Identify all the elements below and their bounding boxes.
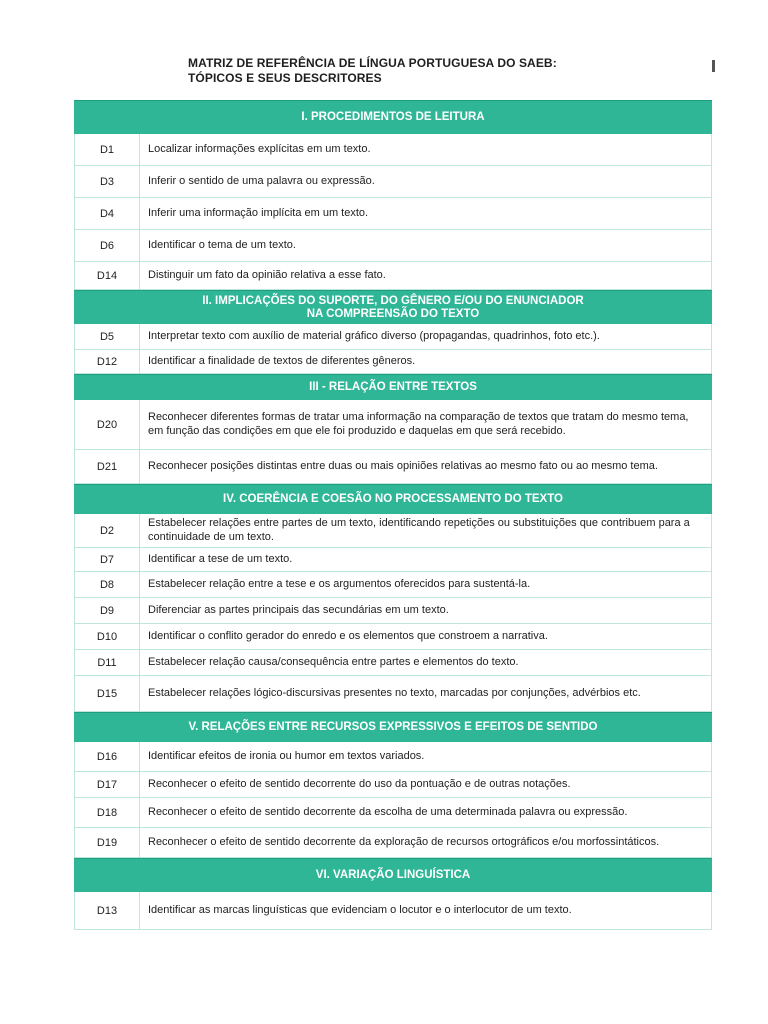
- descriptor-code: D13: [75, 892, 140, 929]
- descriptor-text: Estabelecer relação causa/consequência entre partes e elementos do texto.: [148, 655, 519, 668]
- descriptor-code: D21: [75, 450, 140, 483]
- table-row: [74, 350, 712, 374]
- descriptor-text: Identificar a finalidade de textos de diferentes gêneros.: [148, 354, 416, 367]
- descriptor-table: [74, 100, 712, 930]
- section-header: [74, 858, 712, 892]
- section-header: [74, 290, 712, 324]
- descriptor-code: D19: [75, 828, 140, 857]
- title-line-1: MATRIZ DE REFERÊNCIA DE LÍNGUA PORTUGUESA DO SAEB:: [188, 56, 557, 70]
- descriptor-text: Identificar as marcas linguísticas que evidenciam o locutor e o interlocutor de um texto.: [148, 903, 572, 916]
- descriptor-code: D18: [75, 798, 140, 827]
- descriptor-text: Reconhecer posições distintas entre duas ou mais opiniões relativas ao mesmo fato ou ao mesmo tema.: [148, 459, 658, 472]
- descriptor-text: Reconhecer o efeito de sentido decorrente do uso da pontuação e de outras notações.: [148, 777, 571, 790]
- table-row: [74, 892, 712, 930]
- divider: [712, 60, 715, 72]
- section-title: I. PROCEDIMENTOS DE LEITURA: [301, 111, 485, 123]
- descriptor-code: D17: [75, 772, 140, 797]
- section-title: II. IMPLICAÇÕES DO SUPORTE, DO GÊNERO E/OU DO ENUNCIADOR NA COMPREENSÃO DO TEXTO: [202, 294, 584, 320]
- descriptor-text: Reconhecer diferentes formas de tratar uma informação na comparação de textos que tratam do mesmo tema, em função das condições em que ele foi produzido e daquelas em que será recebido.: [148, 411, 689, 437]
- table-row: [74, 324, 712, 350]
- table-row: [74, 772, 712, 798]
- table-row: [74, 828, 712, 858]
- table-row: [74, 134, 712, 166]
- table-row: [74, 572, 712, 598]
- table-row: [74, 230, 712, 262]
- descriptor-code: D9: [75, 598, 140, 623]
- descriptor-text: Diferenciar as partes principais das secundárias em um texto.: [148, 603, 449, 616]
- descriptor-text: Estabelecer relações entre partes de um texto, identificando repetições ou substituições que contribuem para a continuidade de um texto.: [148, 517, 690, 543]
- descriptor-text: Interpretar texto com auxílio de material gráfico diverso (propagandas, quadrinhos, foto etc.).: [148, 329, 600, 342]
- table-row: [74, 624, 712, 650]
- section-header: [74, 712, 712, 742]
- table-row: [74, 450, 712, 484]
- descriptor-code: D2: [75, 514, 140, 547]
- descriptor-code: D8: [75, 572, 140, 597]
- descriptor-code: D11: [75, 650, 140, 675]
- descriptor-code: D14: [75, 262, 140, 289]
- descriptor-text: Inferir uma informação implícita em um texto.: [148, 206, 369, 219]
- descriptor-code: D3: [75, 166, 140, 197]
- descriptor-text: Identificar efeitos de ironia ou humor em textos variados.: [148, 749, 425, 762]
- descriptor-code: D6: [75, 230, 140, 261]
- descriptor-code: D15: [75, 676, 140, 711]
- section-title: V. RELAÇÕES ENTRE RECURSOS EXPRESSIVOS E EFEITOS DE SENTIDO: [188, 721, 598, 733]
- table-row: [74, 742, 712, 772]
- table-row: [74, 798, 712, 828]
- descriptor-text: Identificar o conflito gerador do enredo e os elementos que constroem a narrativa.: [148, 629, 548, 642]
- page-title: [188, 56, 557, 86]
- descriptor-text: Estabelecer relações lógico-discursivas presentes no texto, marcadas por conjunções, advérbios etc.: [148, 686, 641, 699]
- descriptor-code: D1: [75, 134, 140, 165]
- table-row: [74, 650, 712, 676]
- table-row: [74, 548, 712, 572]
- section-title: IV. COERÊNCIA E COESÃO NO PROCESSAMENTO DO TEXTO: [223, 493, 563, 505]
- descriptor-text: Distinguir um fato da opinião relativa a esse fato.: [148, 268, 386, 281]
- section-title: III - RELAÇÃO ENTRE TEXTOS: [309, 381, 477, 393]
- descriptor-text: Reconhecer o efeito de sentido decorrente da exploração de recursos ortográficos e/ou morfossintáticos.: [148, 835, 660, 848]
- title-line-2: TÓPICOS E SEUS DESCRITORES: [188, 71, 382, 85]
- descriptor-text: Reconhecer o efeito de sentido decorrente da escolha de uma determinada palavra ou expressão.: [148, 805, 628, 818]
- table-row: [74, 598, 712, 624]
- descriptor-text: Identificar o tema de um texto.: [148, 238, 296, 251]
- table-row: [74, 166, 712, 198]
- descriptor-code: D4: [75, 198, 140, 229]
- descriptor-text: Identificar a tese de um texto.: [148, 552, 293, 565]
- table-row: [74, 198, 712, 230]
- descriptor-code: D10: [75, 624, 140, 649]
- descriptor-code: D20: [75, 400, 140, 449]
- descriptor-code: D7: [75, 548, 140, 571]
- section-title: VI. VARIAÇÃO LINGUÍSTICA: [315, 869, 471, 881]
- section-header: [74, 374, 712, 400]
- table-row: [74, 400, 712, 450]
- table-row: [74, 514, 712, 548]
- section-header: [74, 484, 712, 514]
- descriptor-text: Estabelecer relação entre a tese e os argumentos oferecidos para sustentá-la.: [148, 577, 531, 590]
- descriptor-text: Localizar informações explícitas em um texto.: [148, 142, 371, 155]
- descriptor-code: D16: [75, 742, 140, 771]
- descriptor-code: D5: [75, 324, 140, 349]
- table-row: [74, 262, 712, 290]
- descriptor-text: Inferir o sentido de uma palavra ou expressão.: [148, 174, 375, 187]
- descriptor-code: D12: [75, 350, 140, 373]
- section-header: [74, 100, 712, 134]
- table-row: [74, 676, 712, 712]
